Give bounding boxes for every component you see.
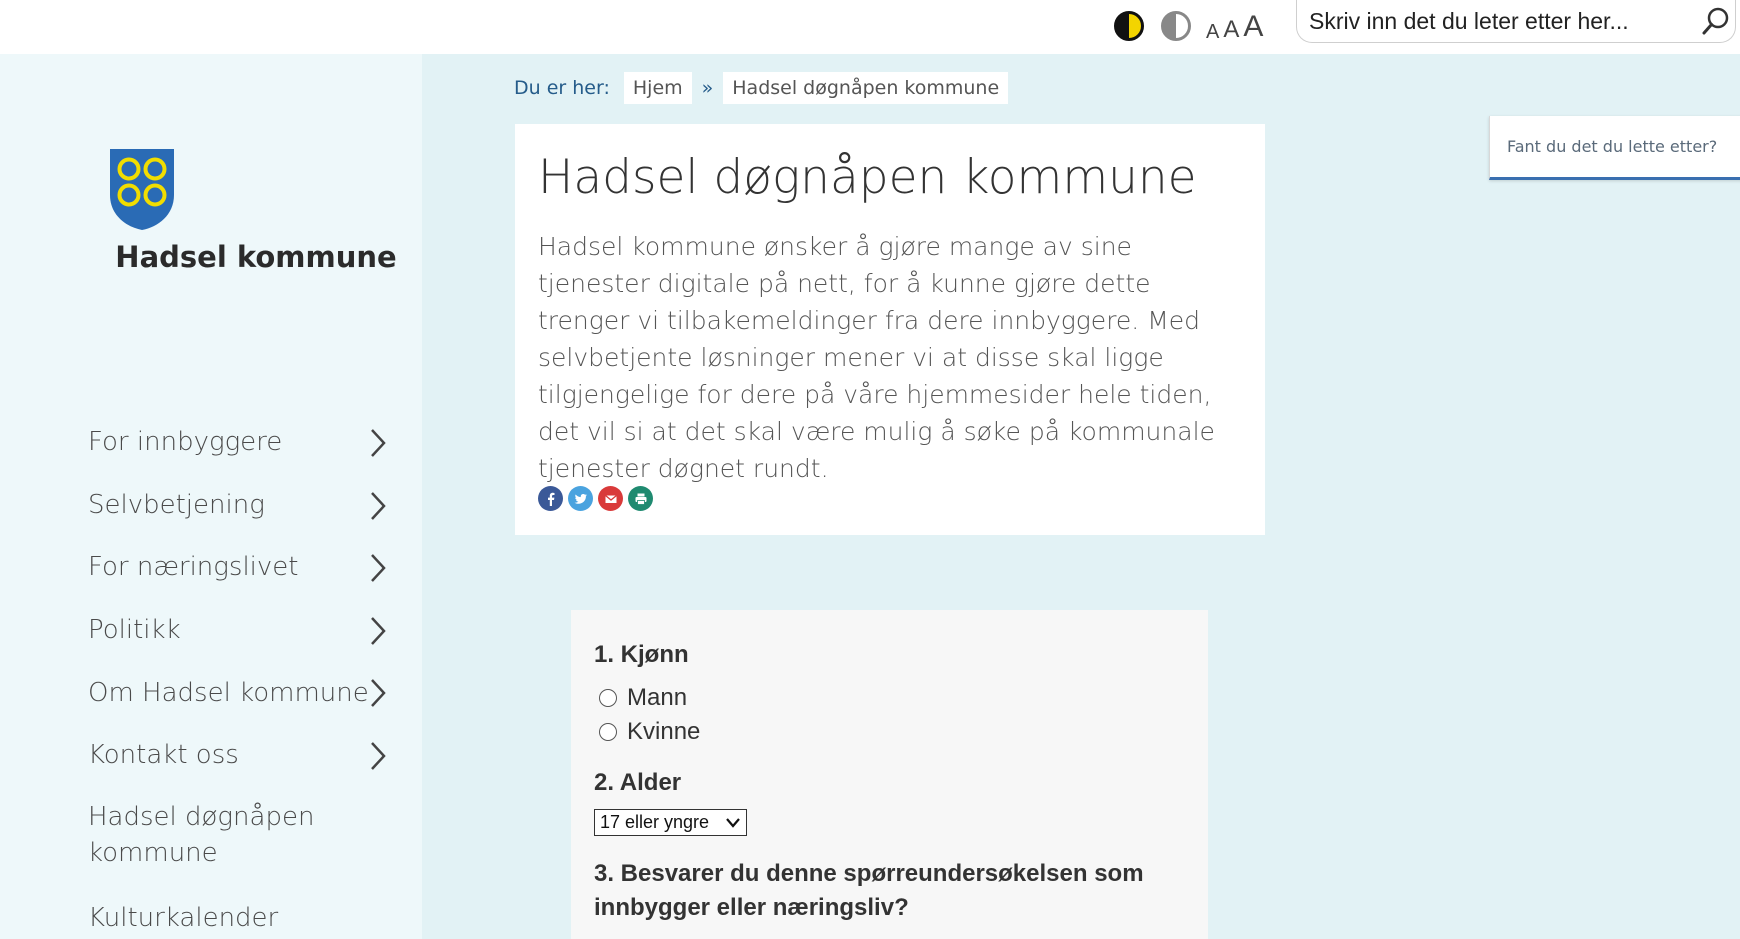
radio-option-mann[interactable] <box>599 684 687 712</box>
chevron-right-icon[interactable] <box>368 615 388 647</box>
sidebar <box>0 54 422 939</box>
nav-item-label: Selvbetjening <box>88 489 265 520</box>
nav-item-for-innbyggere[interactable] <box>88 411 388 474</box>
font-size-large-button[interactable]: A <box>1243 10 1264 43</box>
nav-item-selvbetjening[interactable] <box>88 474 388 537</box>
radio-button[interactable] <box>599 723 617 741</box>
chevron-right-icon[interactable] <box>368 427 388 459</box>
question-1-title: 1. Kjønn <box>594 641 689 668</box>
top-bar <box>0 0 1740 54</box>
nav-item-label: For innbyggere <box>88 427 283 458</box>
nav-item-label: Kontakt oss <box>88 740 239 771</box>
contrast-yellow-icon[interactable] <box>1114 11 1144 41</box>
nav-item-label: Hadsel døgnåpen kommune <box>88 801 315 868</box>
page-title: Hadsel døgnåpen kommune <box>538 150 1197 205</box>
hadsel-coat-of-arms-logo[interactable] <box>108 147 176 231</box>
radio-label: Mann <box>627 684 688 711</box>
contrast-gray-icon[interactable] <box>1161 11 1191 41</box>
age-select[interactable] <box>594 809 747 836</box>
feedback-tab[interactable]: Fant du det du lette etter? <box>1489 116 1740 180</box>
radio-label: Kvinne <box>627 718 701 745</box>
nav-item-politikk[interactable] <box>88 599 388 662</box>
nav-item-label: Politikk <box>88 615 181 646</box>
nav-item-label: For næringslivet <box>88 552 299 583</box>
font-size-small-button[interactable]: A <box>1206 21 1220 43</box>
search-box <box>1296 0 1736 43</box>
font-size-medium-button[interactable]: A <box>1223 16 1240 43</box>
breadcrumb-separator: » <box>701 76 714 99</box>
twitter-icon[interactable] <box>568 486 593 511</box>
breadcrumb-item-hjem[interactable]: Hjem <box>624 72 692 104</box>
breadcrumb <box>514 70 1008 105</box>
facebook-icon[interactable] <box>538 486 563 511</box>
breadcrumb-label: Du er her: <box>514 76 610 99</box>
question-3-title: 3. Besvarer du denne spørreundersøkelsen som innbygger eller næringsliv? <box>594 860 1144 921</box>
search-input[interactable] <box>1309 6 1689 36</box>
share-buttons <box>538 486 653 511</box>
age-select-value: 17 eller yngre <box>600 812 710 832</box>
radio-option-kvinne[interactable] <box>599 718 700 746</box>
site-name[interactable]: Hadsel kommune <box>115 240 397 274</box>
breadcrumb-item-current: Hadsel døgnåpen kommune <box>723 72 1008 104</box>
intro-text: Hadsel kommune ønsker å gjøre mange av sine tjenester digitale på nett, for å kunne gjøre dette trenger vi tilbakemeldinger fra dere innbyggere. Med selvbetjente løsninger mener vi at disse skal ligge tilgjengelige for dere på våre hjemmesider hele tiden, det vil si at det skal være mulig å søke på kommunale tjenester døgnet rundt. <box>538 232 1215 483</box>
main-navigation <box>88 411 388 939</box>
survey-form <box>571 610 1208 939</box>
print-icon[interactable] <box>628 486 653 511</box>
nav-item-kulturkalender[interactable] <box>88 887 388 939</box>
font-size-controls <box>1206 10 1263 44</box>
chevron-right-icon[interactable] <box>368 552 388 584</box>
chevron-right-icon[interactable] <box>368 740 388 772</box>
nav-item-label: Kulturkalender <box>88 902 279 933</box>
nav-item-hadsel-dognapen-kommune[interactable] <box>88 787 388 887</box>
chevron-down-icon <box>725 816 741 830</box>
radio-button[interactable] <box>599 689 617 707</box>
nav-item-label: Om Hadsel kommune <box>88 677 369 708</box>
nav-item-kontakt-oss[interactable] <box>88 724 388 787</box>
nav-item-for-naeringslivet[interactable] <box>88 536 388 599</box>
nav-item-om-hadsel-kommune[interactable] <box>88 661 388 724</box>
content-card <box>515 124 1265 535</box>
chevron-right-icon[interactable] <box>368 490 388 522</box>
email-icon[interactable] <box>598 486 623 511</box>
question-2-title: 2. Alder <box>594 769 682 796</box>
search-icon[interactable] <box>1701 6 1731 36</box>
chevron-right-icon[interactable] <box>368 677 388 709</box>
